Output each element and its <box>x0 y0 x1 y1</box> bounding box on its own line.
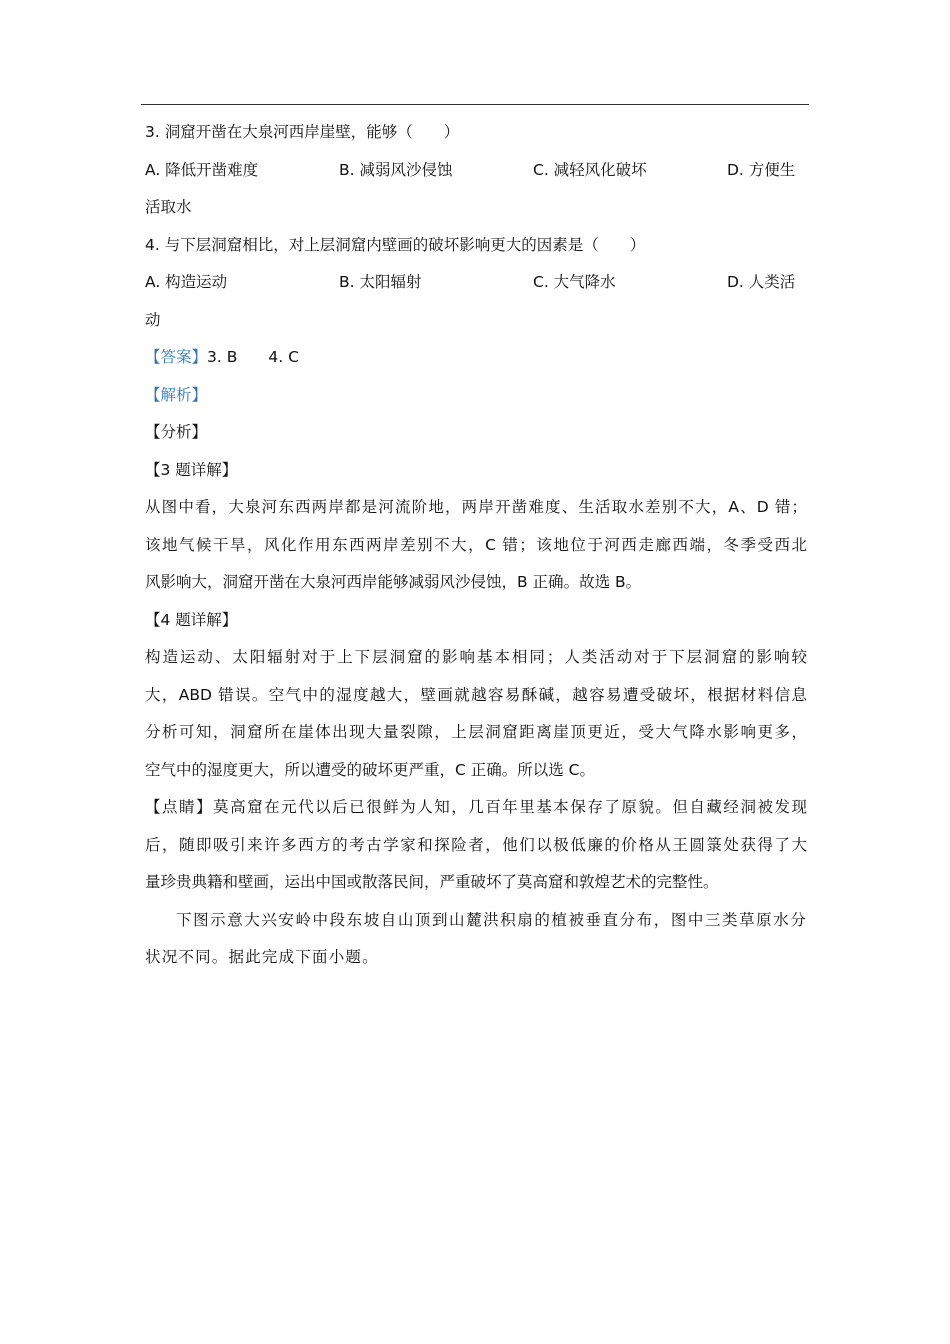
q3-stem: 3. 洞窟开凿在大泉河西岸崖壁，能够（ ） <box>145 123 460 141</box>
answer-line <box>145 339 807 377</box>
q3-options <box>145 152 807 190</box>
q4-option-a: A. 构造运动 <box>145 273 228 291</box>
q4-detail-line: 空气中的湿度更大，所以遭受的破坏更严重，C 正确。所以选 C。 <box>145 760 596 779</box>
q4-stem: 4. 与下层洞窟相比，对上层洞窟内壁画的破坏影响更大的因素是（ ） <box>145 235 646 254</box>
q3-option-c: C. 减轻风化破坏 <box>533 160 647 179</box>
q3-option-d-wrap: 活取水 <box>145 198 192 216</box>
q4-detail-line: 分析可知，洞窟所在崖体出现大量裂隙，上层洞窟距离崖顶更近，受大气降水影响更多， <box>145 723 807 741</box>
dianjing-line: 后，随即吸引来许多西方的考古学家和探险者，他们以极低廉的价格从王圆箓处获得了大 <box>145 835 807 854</box>
header-rule <box>141 104 809 105</box>
next-intro-line: 下图示意大兴安岭中段东坡自山顶到山麓洪积扇的植被垂直分布，图中三类草原水分 <box>176 910 807 929</box>
q3-detail-line: 该地气候干旱，风化作用东西两岸差别不大，C 错；该地位于河西走廊西端，冬季受西北 <box>145 535 807 554</box>
answer-value: 3. B 4. C <box>207 348 299 366</box>
answer-tag: 【答案】 <box>145 348 208 366</box>
q4-detail-line: 构造运动、太阳辐射对于上下层洞窟的影响基本相同；人类活动对于下层洞窟的影响较 <box>145 648 807 666</box>
q4-option-c: C. 大气降水 <box>533 273 616 291</box>
document-content <box>145 114 807 977</box>
dianjing-line: 量珍贵典籍和壁画，运出中国或散落民间，严重破坏了莫高窟和敦煌艺术的完整性。 <box>145 873 719 891</box>
fenxi-tag: 【分析】 <box>145 423 208 441</box>
dianjing-text: 莫高窟在元代以后已很鲜为人知，几百年里基本保存了原貌。但自藏经洞被发现 <box>213 798 807 816</box>
dianjing-line <box>145 789 807 827</box>
q3-detail-line: 从图中看，大泉河东西两岸都是河流阶地，两岸开凿难度、生活取水差别不大，A、D 错； <box>145 498 807 516</box>
q3-detail-heading: 【3 题详解】 <box>145 460 238 479</box>
q4-option-d-wrap: 动 <box>145 310 161 329</box>
q3-option-d: D. 方便生 <box>727 160 796 179</box>
next-intro-line: 状况不同。据此完成下面小题。 <box>145 948 379 966</box>
analysis-tag: 【解析】 <box>145 385 208 404</box>
dianjing-tag: 【点睛】 <box>145 798 214 816</box>
q3-detail-line: 风影响大，洞窟开凿在大泉河西岸能够减弱风沙侵蚀，B 正确。故选 B。 <box>145 573 642 591</box>
q4-option-d: D. 人类活 <box>727 273 796 291</box>
q3-option-b: B. 减弱风沙侵蚀 <box>339 160 453 179</box>
q4-option-b: B. 太阳辐射 <box>339 273 422 291</box>
q4-detail-heading: 【4 题详解】 <box>145 610 238 629</box>
q4-detail-line: 大，ABD 错误。空气中的湿度越大，壁画就越容易酥碱，越容易遭受破坏，根据材料信息 <box>145 685 807 704</box>
q4-options <box>145 264 807 302</box>
q3-option-a: A. 降低开凿难度 <box>145 160 259 179</box>
